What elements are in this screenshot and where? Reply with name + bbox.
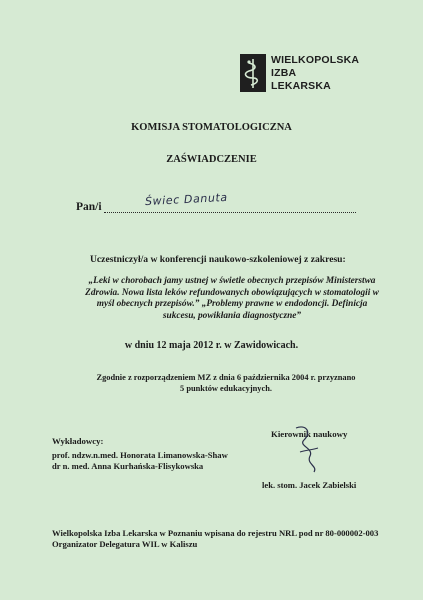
participation-statement: Uczestniczył/a w konferencji naukowo-szkoleniowej z zakresu: [90, 254, 346, 265]
lecturers-heading: Wykładowcy: [52, 436, 104, 446]
footer-note [52, 528, 378, 550]
lecturer-2: dr n. med. Anna Kurhańska-Flisykowska [52, 461, 204, 471]
education-points-note: Zgodnie z rozporządzeniem MZ z dnia 6 października 2004 r. przyznano 5 punktów edukacyjnych. [96, 373, 356, 393]
handwritten-signature [292, 422, 322, 474]
logo-text [271, 54, 359, 93]
scientific-head-title: Kierownik naukowy [271, 429, 348, 439]
chamber-logo [240, 54, 370, 96]
recipient-label: Pan/i [76, 201, 102, 213]
certificate-title: ZAŚWIADCZENIE [166, 154, 257, 165]
recipient-dotted-line [104, 212, 356, 213]
conference-topic: „Leki w chorobach jamy ustnej w świetle obecnych przepisów Ministerstwa Zdrowia. Nowa lista leków refundowanych obowiązujących w stomatologii w myśl obecnych przepisów.” „Problemy prawne w endodoncji. Definicja sukcesu, powikłania diagnostyczne” [85, 276, 379, 321]
caduceus-logo-icon [240, 54, 266, 92]
lecturer-1: prof. ndzw.n.med. Honorata Limanowska-Shaw [52, 450, 228, 460]
logo-line-1: WIELKOPOLSKA [271, 54, 360, 66]
logo-line-3: LEKARSKA [271, 80, 331, 92]
footer-line-1: Wielkopolska Izba Lekarska w Poznaniu wpisana do rejestru NRL pod nr 80-000002-003 [52, 528, 379, 538]
conference-date-place: w dniu 12 maja 2012 r. w Zawidowicach. [124, 340, 299, 351]
logo-line-2: IZBA [271, 67, 297, 79]
recipient-name-handwritten: Świec Danuta [144, 190, 229, 209]
scientific-head-name: lek. stom. Jacek Zabielski [262, 480, 357, 490]
footer-line-2: Organizator Delegatura WIL w Kaliszu [52, 539, 198, 549]
commission-heading: KOMISJA STOMATOLOGICZNA [131, 122, 292, 133]
